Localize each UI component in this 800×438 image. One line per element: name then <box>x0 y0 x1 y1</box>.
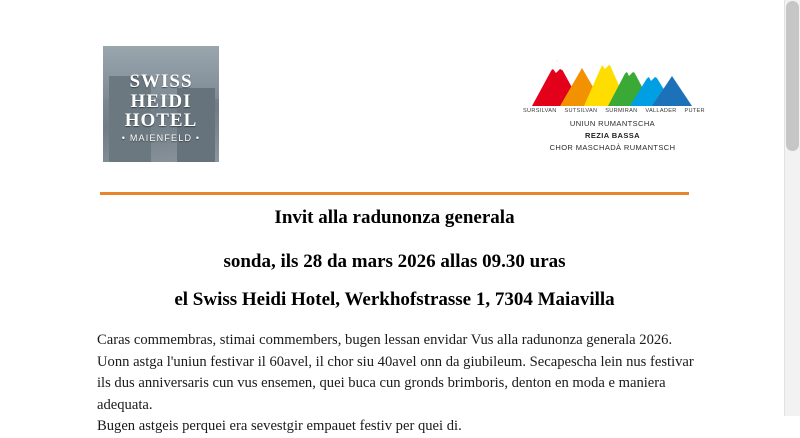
region-puter: PUTER <box>684 108 705 114</box>
region-sutsilvan: SUTSILVAN <box>564 108 598 114</box>
logo-line-hotel: HOTEL <box>124 110 198 132</box>
invitation-location: el Swiss Heidi Hotel, Werkhofstrasse 1, 7304 Maiavilla <box>174 289 615 310</box>
uniun-rumantscha-logo <box>520 50 705 158</box>
body-paragraph-1: Caras commembras, stimai commembers, bugen lessan envidar Vus alla radunonza generala 2026. <box>97 332 673 348</box>
logo-line-heidi: HEIDI <box>130 90 192 112</box>
region-sursilvan: SURSILVAN <box>523 108 557 114</box>
invitation-body <box>97 330 697 438</box>
region-vallader: VALLADER <box>645 108 677 114</box>
mountain-peaks-icon <box>520 50 705 108</box>
invitation-title: Invit alla radunonza generala <box>274 207 515 228</box>
swiss-heidi-hotel-logo <box>103 46 219 162</box>
logo-line-maienfeld: • MAIENFELD • <box>121 133 201 144</box>
logo-title-chor-maschada: CHOR MASCHADÀ RUMANTSCH <box>549 143 676 152</box>
logo-line-swiss: SWISS <box>129 71 193 93</box>
invitation-datetime: sonda, ils 28 da mars 2026 allas 09.30 uras <box>223 251 566 272</box>
scrollbar-thumb[interactable] <box>786 1 799 151</box>
logo-regions-list <box>520 108 705 114</box>
logo-text-plate <box>115 68 207 148</box>
logo-title-rezia-bassa: REZIA BASSA <box>585 131 640 140</box>
logo-title-uniun-rumantscha: UNIUN RUMANTSCHA <box>569 119 656 128</box>
orange-divider <box>100 192 689 195</box>
scrollbar-track[interactable] <box>784 0 800 416</box>
body-paragraph-3: Bugen astgeis perquei era sevestgir empauet festiv per quei di. <box>97 418 462 434</box>
body-paragraph-2: Uonn astga l'uniun festivar il 60avel, il chor siu 40avel onn da giubileum. Secapescha lein nus festivar ils dus anniversaris cun vus ensemen, quei buca cun gronds brimboris, denton en moda e maniera adequata. <box>97 353 694 413</box>
region-surmiran: SURMIRAN <box>605 108 638 114</box>
